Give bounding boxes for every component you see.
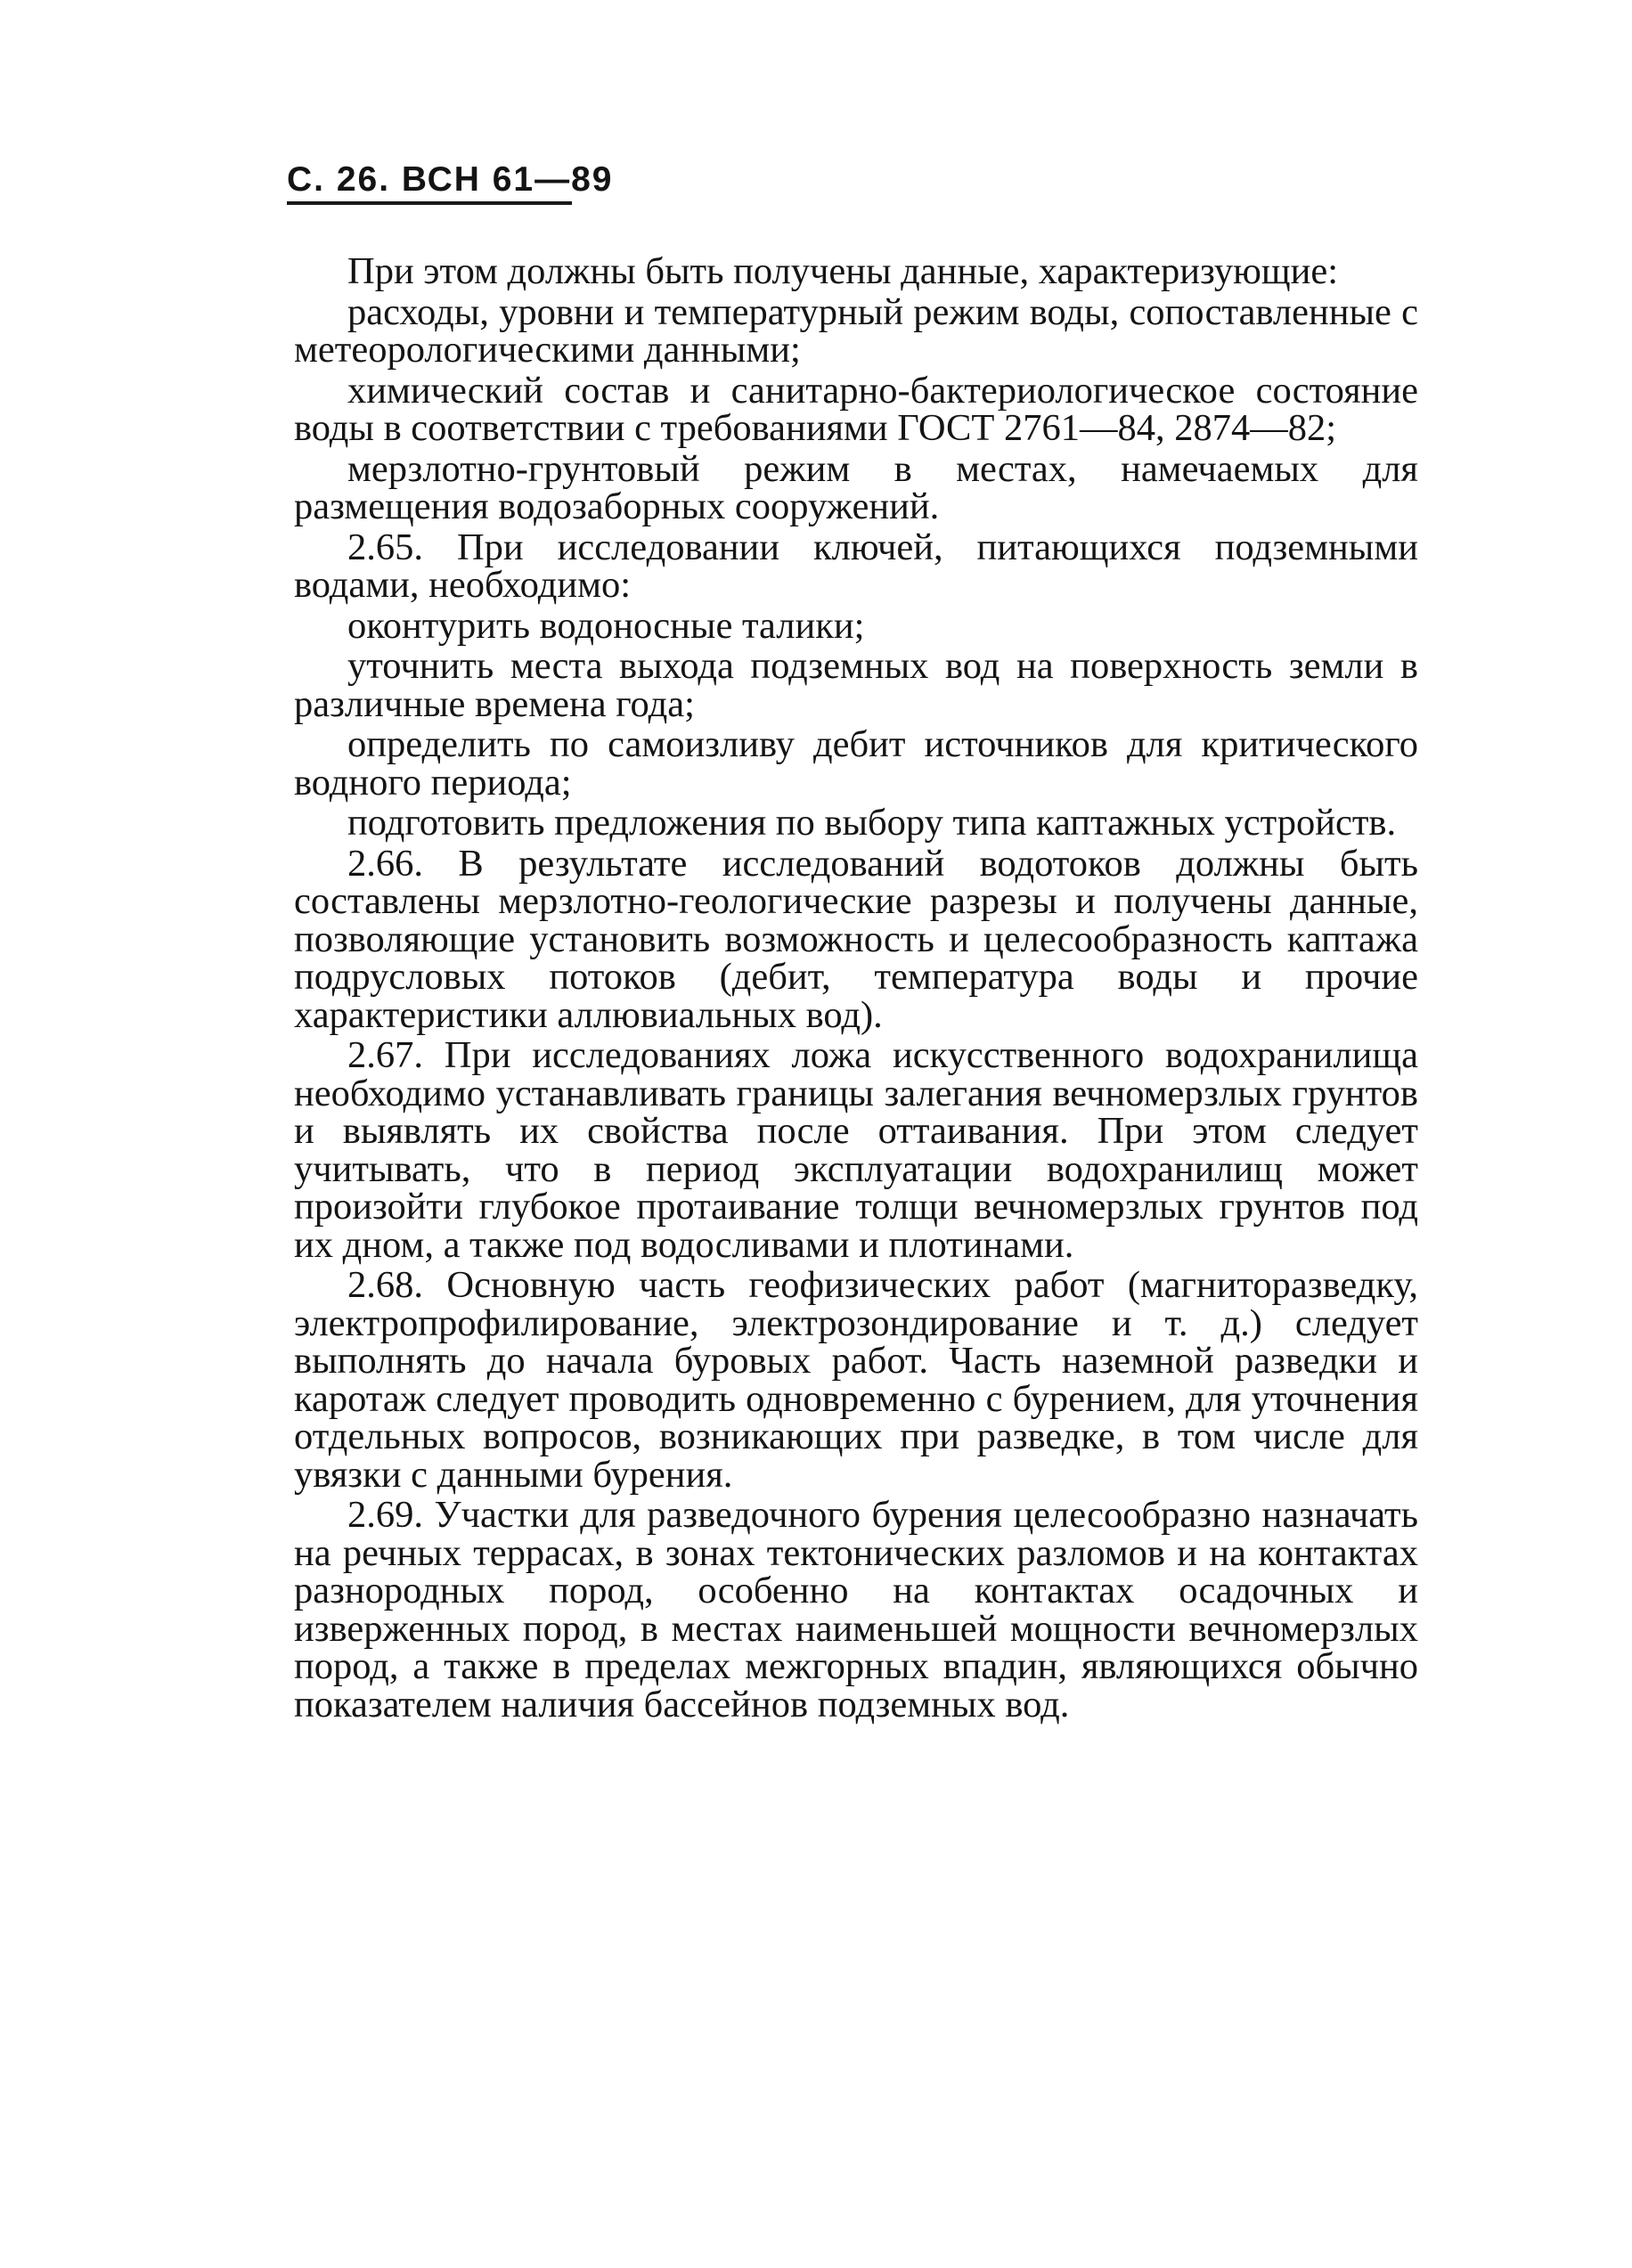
paragraph-2-68: 2.68. Основную часть геофизических работ (магниторазведку, электропрофилирование, электрозондирование и т. д.) следует выполнять до начала буровых работ. Часть наземной разведки и каротаж следует проводить одновременно с бурением, для уточнения отдельных вопросов, возникающих при разведке, в том числе для увязки с данными бурения. bbox=[294, 1264, 1418, 1496]
header-underline bbox=[287, 201, 572, 205]
paragraph: мерзлотно-грунтовый режим в местах, намечаемых для размещения водозаборных сооружений. bbox=[294, 447, 1418, 527]
paragraph-2-69: 2.69. Участки для разведочного бурения целесообразно назначать на речных террасах, в зонах тектонических разломов и на контактах разнородных пород, особенно на контактах осадочных и изверженных пород, в местах наименьшей мощности вечномерзлых пород, а также в пределах межгорных впадин, являющихся обычно показателем наличия бассейнов подземных вод. bbox=[294, 1494, 1418, 1725]
paragraph: уточнить места выхода подземных вод на поверхность земли в различные времена года; bbox=[294, 645, 1418, 725]
paragraph-2-65: 2.65. При исследовании ключей, питающихся подземными водами, необходимо: bbox=[294, 526, 1418, 606]
body-text bbox=[294, 250, 1418, 1726]
paragraph: расходы, уровни и температурный режим воды, сопоставленные с метеорологическими данными; bbox=[294, 290, 1418, 371]
paragraph: химический состав и санитарно-бактериологическое состояние воды в соответствии с требованиями ГОСТ 2761—84, 2874—82; bbox=[294, 369, 1418, 449]
paragraph: подготовить предложения по выбору типа каптажных устройств. bbox=[347, 802, 1397, 844]
paragraph-2-66: 2.66. В результате исследований водотоков должны быть составлены мерзлотно-геологические разрезы и получены данные, позволяющие установить возможность и целесообразность каптажа подрусловых потоков (дебит, температура воды и прочие характеристики аллювиальных вод). bbox=[294, 842, 1418, 1036]
paragraph: При этом должны быть получены данные, характеризующие: bbox=[347, 250, 1339, 292]
paragraph-2-67: 2.67. При исследованиях ложа искусственного водохранилища необходимо устанавливать границы залегания вечномерзлых грунтов и выявлять их свойства после оттаивания. При этом следует учитывать, что в период эксплуатации водохранилищ может произойти глубокое протаивание толщи вечномерзлых грунтов под их дном, а также под водосливами и плотинами. bbox=[294, 1034, 1418, 1266]
page-header: С. 26. ВСН 61—89 bbox=[287, 160, 614, 199]
paragraph: оконтурить водоносные талики; bbox=[347, 604, 865, 647]
paragraph: определить по самоизливу дебит источников для критического водного периода; bbox=[294, 723, 1418, 804]
